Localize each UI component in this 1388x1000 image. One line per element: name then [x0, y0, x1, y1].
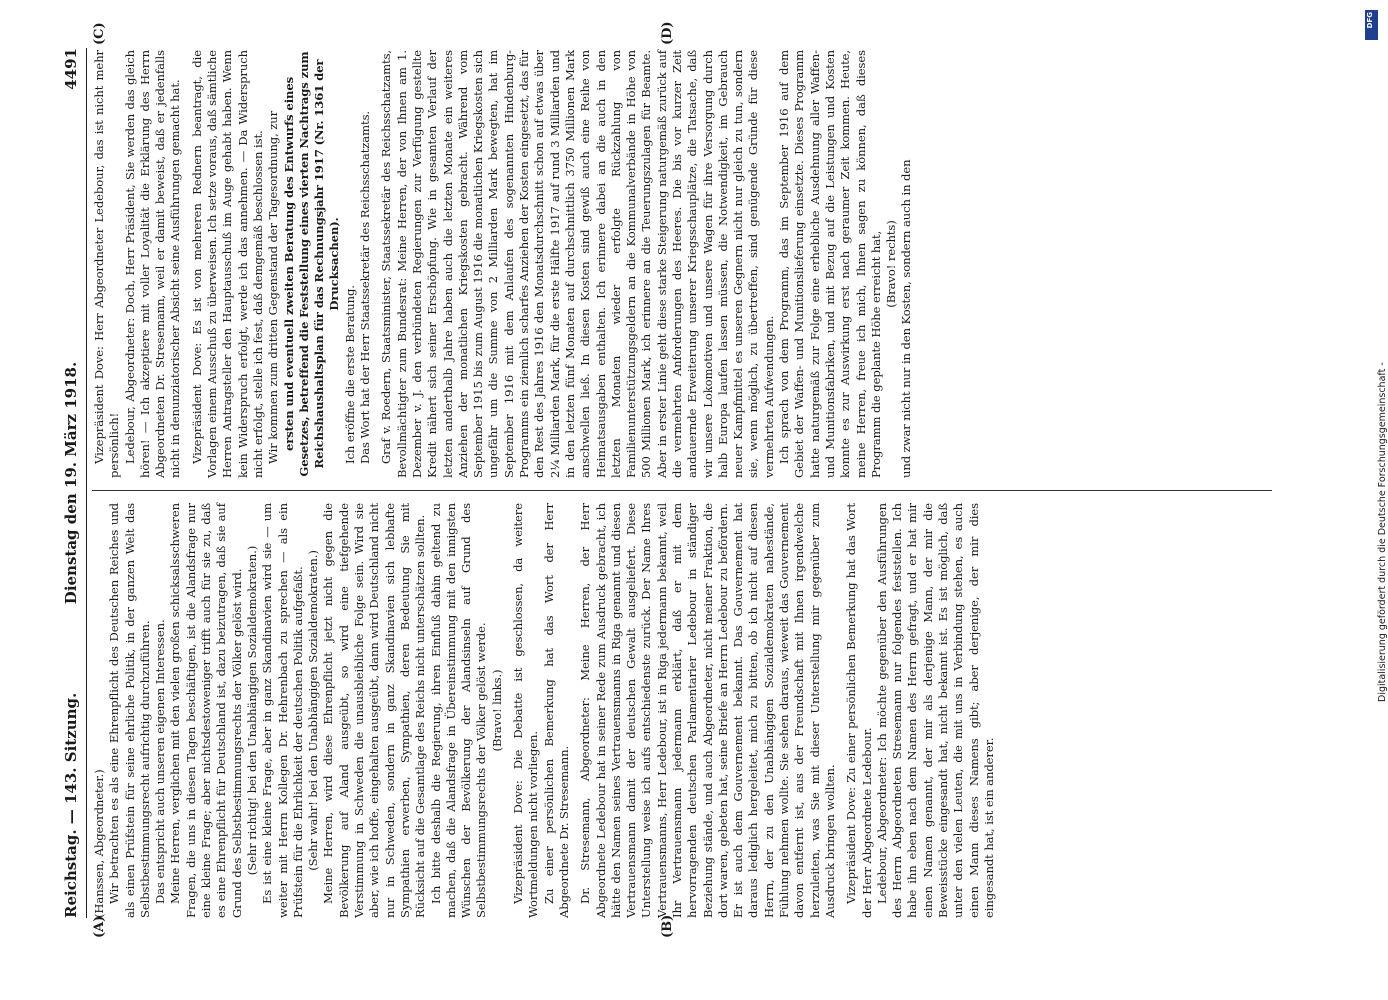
margin-marker-c: (C)	[92, 22, 107, 45]
page-header	[58, 48, 84, 918]
paragraph: Meine Herren, verglichen mit den vielen großen schicksalsschweren Fragen, die uns in diesen Tagen beschäftigen, ist die Alandsfrage nur eine kleine Frage; aber nichtsdestoweniger trifft auch für sie zu, daß es eine Ehrenpflicht für Deutschland ist, dazu beizutragen, daß sie auf Grund des Selbstbestimmungsrechts der Völker gelöst wird.	[168, 503, 244, 918]
speaker-continuation: (Hanssen, Abgeordneter.)	[92, 769, 106, 918]
interjection: (Sehr richtig! bei den Unabhängigen Sozialdemokraten.)	[244, 545, 259, 876]
margin-marker-b: (B)	[660, 914, 675, 938]
header-rule	[86, 48, 87, 918]
paragraph: Meine Herren, wird diese Ehrenpflicht jetzt nicht gegen die Bevölkerung auf Aland ausgeübt, so wird eine tiefgehende Verstimmung in Schweden die unausbleibliche Folge sein. Wird sie aber, wie ich hoffe, eingehalten ausgeübt, dann wird Deutschland nicht nur in Schweden, sondern in ganz Skandinavien sich lebhafte Sympathien erwerben, Sympathien, deren Bedeutung Sie mit Rücksicht auf die Gesamtlage des Reichs nicht unterschätzen sollten.	[321, 503, 428, 918]
paragraph: Vizepräsident Dove: Zu einer persönlichen Bemerkung hat das Wort der Herr Abgeordnete Ledebour.	[844, 503, 874, 918]
header-date: Dienstag den 19. März 1918.	[62, 361, 80, 605]
interjection: (Sehr wahr! bei den Unabhängigen Sozialdemokraten.)	[306, 550, 321, 871]
column-divider	[92, 490, 1272, 491]
paragraph: und zwar nicht nur in den Kosten, sondern auch in den	[899, 159, 914, 478]
margin-marker-d: (D)	[660, 21, 675, 45]
margin-marker-a: (A)	[92, 915, 107, 938]
paragraph: Vizepräsident Dove: Die Debatte ist geschlossen, da weitere Wortmeldungen nicht vorliegen.	[511, 503, 541, 918]
paragraph: Das Wort hat der Herr Staatssekretär des Reichsschatzamts.	[358, 110, 373, 464]
dfg-logo: DFG	[1365, 10, 1378, 40]
paragraph: Wir kommen zum dritten Gegenstand der Tagesordnung, zur	[266, 110, 281, 464]
paragraph: Graf v. Roedern, Staatsminister, Staatssekretär des Reichsschatzamts, Bevollmächtigter zum Bundesrat: Meine Herren, der von Ihnen am 1. Dezember v. J. den verbündeten Regierungen zur Verfügung gestellte Kredit nähert sich seiner Erschöpfung. Wie in gesamten Verlauf der letzten anderthalb Jahre haben auch die letzten Monate ein weiteres Anziehen der monatlichen Kriegskosten gebracht. Während vom September 1915 bis zum August 1916 die monatlichen Kriegskosten sich ungefähr um die Summe von 2 Milliarden Mark bewegten, hat im September 1916 mit dem Anlaufen des sogenannten Hindenburg-Programms ein ziemlich scharfes Anziehen der Kosten eingesetzt, das für den Rest des Jahres 1916 den Monatsdurchschnitt schon auf etwas über 2¼ Milliarden Mark, für die erste Hälfte 1917 auf rund 3 Milliarden und in den letzten fünf Monaten auf durchschnittlich 3750 Millionen Mark anschwellen ließ. In diesen Kosten sind gewiß auch eine Reihe von Heimatsausgaben enthalten. Ich erinnere dabei an die auch in den letzten Monaten wieder erfolgte Rückzahlung von Familienunterstützungsgeldern an die Kommunalverbände in Höhe von 500 Millionen Mark, ich erinnere an die Teuerungszulagen für Beamte. Aber in erster Linie geht diese starke Steigerung naturgemäß zurück auf die vermehrten Anforderungen des Heeres. Die bis vor kurzer Zeit andauernde Erweiterung unserer Kriegsschauplätze, die Tatsache, daß wir unsere Lokomotiven und unsere Wagen für ihre Versorgung durch halb Europa laufen lassen müssen, die Notwendigkeit, im Gebrauch neuer Kampfmittel es unseren Gegnern nicht nur gleich zu tun, sondern sie, wenn möglich, zu übertreffen, sind genügende Gründe für diese vermehrten Aufwendungen.	[379, 50, 776, 478]
paragraph: Ich eröffne die erste Beratung.	[342, 285, 357, 464]
header-left: Reichstag. — 143. Sitzung.	[62, 692, 80, 918]
paragraph: Ich bitte deshalb die Regierung, ihren Einfluß dahin geltend zu machen, daß die Alandsfrage in Übereinstimmung mit den innigsten Wünschen der Bevölkerung der Alandsinseln auf Grund des Selbstbestimmungsrechts der Völker gelöst werde.	[428, 503, 489, 918]
paragraph: Ledebour, Abgeordneter: Doch, Herr Präsident, Sie werden das gleich hören! — Ich akzeptiere mit voller Loyalität die Erklärung des Herrn Abgeordneten Dr. Stresemann, weil er damit beweist, daß er jedenfalls nicht in denunziatorischer Absicht seine Ausführungen gemacht hat.	[122, 50, 183, 478]
paragraph: Vizepräsident Dove: Es ist von mehreren Rednern beantragt, die Vorlagen einem Ausschuß zu überweisen. Ich setze voraus, daß sämtliche Herren Antragsteller den Hauptausschuß im Auge gehabt haben. Wenn kein Widerspruch erfolgt, werde ich das annehmen. — Da Widerspruch nicht erfolgt, stelle ich fest, daß demgemäß beschlossen ist.	[189, 50, 265, 478]
paragraph: Ledebour, Abgeordneter: Ich möchte gegenüber den Ausführungen des Herrn Abgeordneten Stresemann nur folgendes feststellen. Ich habe ihn eben nach dem Namen des Herrn gefragt, und er hat mir einen Namen genannt, der mir als derjenige Mann, der mir die Beweisstücke eingesandt hat, nicht bekannt ist. Es ist möglich, daß unter den vielen Leuten, die mit uns in Verbindung stehen, es auch einen Mann dieses Namens gibt; aber derjenige, der mir dies eingesandt hat, ist ein anderer.	[874, 503, 996, 918]
right-column	[92, 50, 915, 478]
page-number: 4491	[62, 48, 80, 90]
paragraph: Dr. Stresemann, Abgeordneter: Meine Herren, der Herr Abgeordnete Ledebour hat in seiner Rede zum Ausdruck gebracht, ich hätte den Namen seines Vertrauensmanns in Riga genannt und diesen Vertrauensmann damit der deutschen Gewalt ausgeliefert. Diese Unterstellung weise ich aufs entschiedenste zurück. Der Name Ihres Vertrauensmanns, Herr Ledebour, ist in Riga jedermann bekannt, weil Ihr Vertrauensmann jedermann erklärt, daß er mit dem hervorragenden deutschen Parlamentarier Ledebour in ständiger Beziehung stände, und auch Abgeordneter, nicht meiner Fraktion, die dort waren, gebeten hat, seine Briefe an Herrn Ledebour zu befördern. Er ist auch dem Gouvernement bekannt. Das Gouvernement hat daraus lediglich hergeleitet, mich zu bitten, ob ich nicht auf diesen Herrn, der zu den Unabhängigen Sozialdemokraten nahestände, Fühlung nehmen wollte. Sie sehen daraus, wieweit das Gouvernement davon entfernt ist, aus der Freundschaft mit Ihnen irgendwelche herzuleiten, was Sie mit dieser Unterstellung mir gegenüber zum Ausdruck bringen wollten.	[578, 503, 837, 918]
interjection: (Bravo! links.)	[489, 669, 504, 752]
paragraph: Es ist eine kleine Frage, aber in ganz Skandinavien wird sie — um weiter mit Herrn Kollegen Dr. Hehrenbach zu sprechen — als ein Prüfstein für die Ehrlichkeit der deutschen Politik aufgefaßt.	[260, 503, 305, 918]
digitization-note: Digitalisierung gefördert durch die Deutsche Forschungsgemeinschaft -	[1377, 362, 1388, 702]
paragraph: Wir betrachten es als eine Ehrenpflicht des Deutschen Reiches und als einen Prüfstein für seine ehrliche Politik, in der ganzen Welt das Selbstbestimmungsrecht aufrichtig durchzuführen.	[107, 503, 152, 918]
paragraph: Zu einer persönlichen Bemerkung hat das Wort der Herr Abgeordnete Dr. Stresemann.	[541, 503, 571, 918]
left-column	[92, 503, 997, 918]
interjection: (Bravo! rechts)	[884, 220, 899, 308]
paragraph: Das entspricht auch unseren eigenen Interessen.	[153, 619, 168, 904]
agenda-item-title: ersten und eventuell zweiten Beratung des Entwurfs eines Gesetzes, betreffend die Feststellung eines vierten Nachtrags zum Reichshaushaltsplan für das Rechnungsjahr 1917 (Nr. 1361 der Drucksachen).	[281, 51, 342, 477]
paragraph: Ich sprach von dem Programm, das im September 1916 auf dem Gebiet der Waffen- und Munitionslieferung einsetzte. Dieses Programm hatte naturgemäß zur Folge eine erhebliche Ausdehnung aller Waffen- und Munitionsfabriken, und mit Bezug auf die Leistungen und Kosten konnte es zur Auswirkung erst nach geraumer Zeit kommen. Heute, meine Herren, freue ich mich, Ihnen sagen zu können, daß dieses Programm die geplante Höhe erreicht hat,	[777, 50, 883, 478]
paragraph: Vizepräsident Dove: Herr Abgeordneter Ledebour, das ist nicht mehr persönlich!	[92, 50, 122, 478]
